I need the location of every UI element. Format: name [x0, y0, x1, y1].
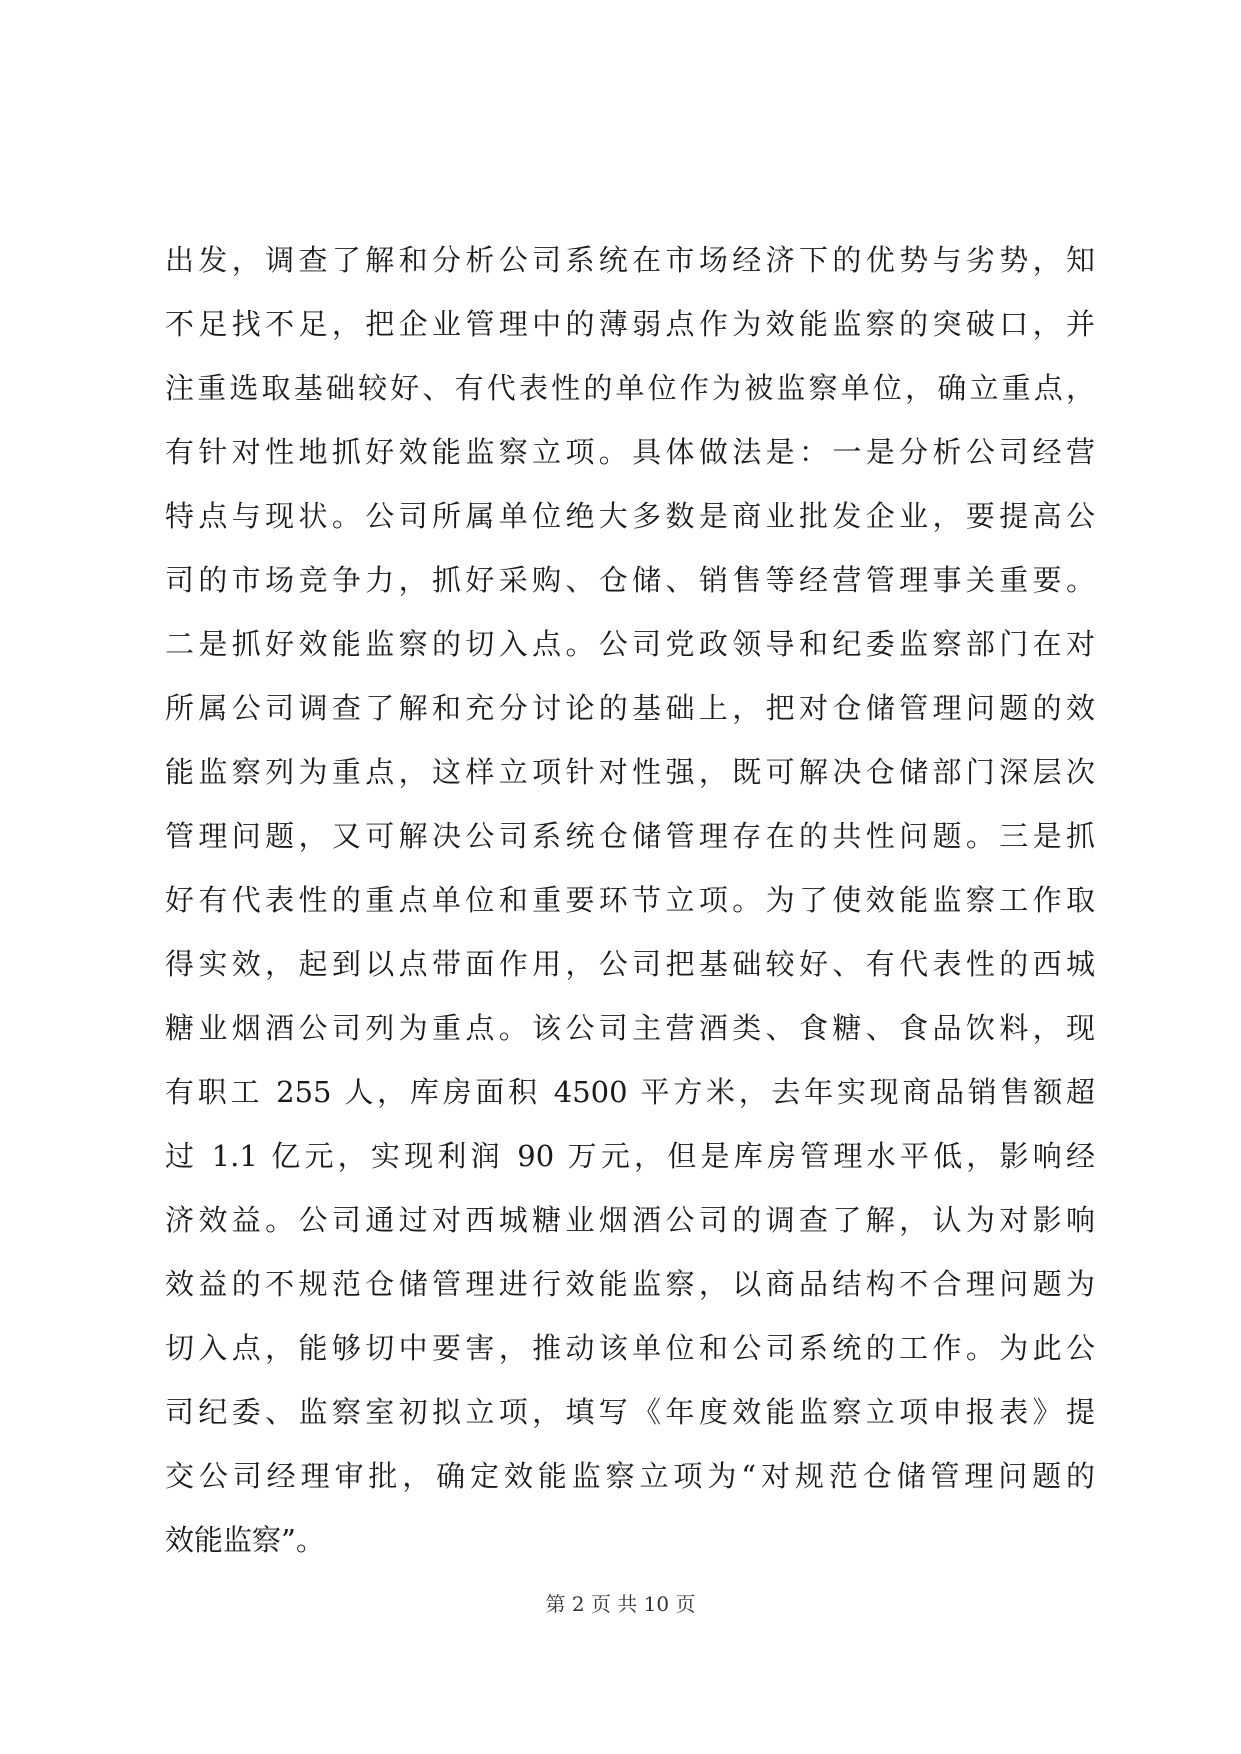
text-line: 交公司经理审批，确定效能监察立项为“对规范仓储管理问题的: [165, 1459, 1095, 1493]
text-line: 所属公司调查了解和充分讨论的基础上，把对仓储管理问题的效: [165, 691, 1095, 725]
text-line: 能监察列为重点，这样立项针对性强，既可解决仓储部门深层次: [165, 755, 1095, 789]
text-line: 有针对性地抓好效能监察立项。具体做法是：一是分析公司经营: [165, 435, 1095, 469]
text-line: 管理问题，又可解决公司系统仓储管理存在的共性问题。三是抓: [165, 819, 1095, 853]
text-line: 效能监察”。: [165, 1523, 325, 1557]
text-line: 切入点，能够切中要害，推动该单位和公司系统的工作。为此公: [165, 1331, 1095, 1365]
body-paragraph: [165, 228, 1095, 1572]
page-number-footer: 第 2 页 共 10 页: [545, 1592, 696, 1616]
text-line: 注重选取基础较好、有代表性的单位作为被监察单位，确立重点，: [165, 371, 1095, 405]
text-line: 特点与现状。公司所属单位绝大多数是商业批发企业，要提高公: [165, 499, 1095, 533]
text-line: 出发，调查了解和分析公司系统在市场经济下的优势与劣势，知: [165, 243, 1095, 277]
text-line: 二是抓好效能监察的切入点。公司党政领导和纪委监察部门在对: [165, 627, 1095, 661]
text-line: 司纪委、监察室初拟立项，填写《年度效能监察立项申报表》提: [165, 1395, 1095, 1429]
text-line: 济效益。公司通过对西城糖业烟酒公司的调查了解，认为对影响: [165, 1203, 1095, 1237]
text-line: 过 1.1 亿元，实现利润 90 万元，但是库房管理水平低，影响经: [165, 1139, 1095, 1173]
text-line: 效益的不规范仓储管理进行效能监察，以商品结构不合理问题为: [165, 1267, 1095, 1301]
text-line: 有职工 255 人，库房面积 4500 平方米，去年实现商品销售额超: [165, 1075, 1095, 1109]
text-line: 好有代表性的重点单位和重要环节立项。为了使效能监察工作取: [165, 883, 1095, 917]
text-line: 得实效，起到以点带面作用，公司把基础较好、有代表性的西城: [165, 947, 1095, 981]
text-line: 糖业烟酒公司列为重点。该公司主营酒类、食糖、食品饮料，现: [165, 1011, 1095, 1045]
text-line: 不足找不足，把企业管理中的薄弱点作为效能监察的突破口，并: [165, 307, 1095, 341]
text-line: 司的市场竞争力，抓好采购、仓储、销售等经营管理事关重要。: [165, 563, 1095, 597]
